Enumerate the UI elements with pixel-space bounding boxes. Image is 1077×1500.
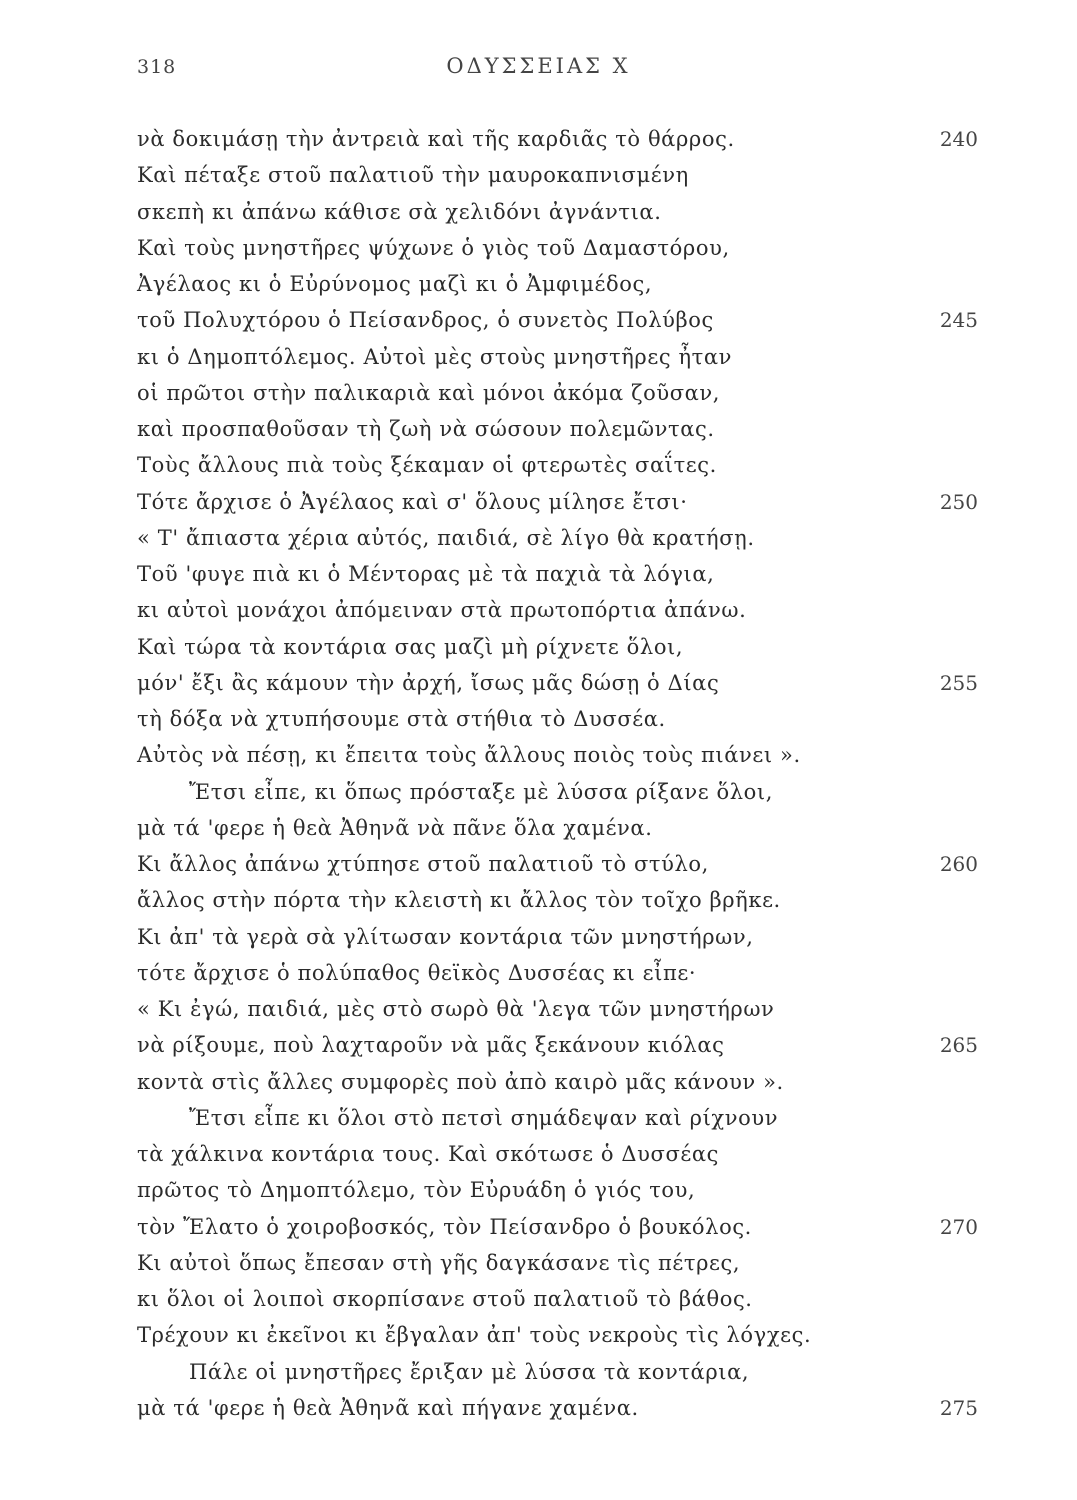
verse-line bbox=[0, 157, 1077, 193]
verse-line bbox=[0, 121, 1077, 157]
verse-text: Πάλε οἱ μνηστῆρες ἔριξαν μὲ λύσσα τὰ κοντάρια, bbox=[189, 1359, 750, 1384]
verse-text: Καὶ πέταξε στοῦ παλατιοῦ τὴν μαυροκαπνισμένη bbox=[137, 163, 689, 188]
verse-line bbox=[0, 1281, 1077, 1317]
verse-line bbox=[0, 1100, 1077, 1136]
verse-text: μὰ τά 'φερε ἡ θεὰ Ἀθηνᾶ καὶ πήγανε χαμένα. bbox=[137, 1395, 639, 1420]
verse-text: Ἔτσι εἶπε, κι ὅπως πρόσταξε μὲ λύσσα ρίξανε ὅλοι, bbox=[189, 779, 774, 804]
line-number: 275 bbox=[939, 1395, 978, 1420]
verse-text: νὰ ρίξουμε, ποὺ λαχταροῦν νὰ μᾶς ξεκάνουν κιόλας bbox=[137, 1033, 725, 1058]
verse-line bbox=[0, 810, 1077, 846]
verse-text: Κι ἀπ' τὰ γερὰ σὰ γλίτωσαν κοντάρια τῶν μνηστήρων, bbox=[137, 924, 754, 949]
verse-line bbox=[0, 339, 1077, 375]
line-number: 270 bbox=[939, 1214, 978, 1239]
verse-text: κι ὅλοι οἱ λοιποὶ σκορπίσανε στοῦ παλατιοῦ τὸ βάθος. bbox=[137, 1287, 753, 1311]
verse-text: Τοῦ 'φυγε πιὰ κι ὁ Μέντορας μὲ τὰ παχιὰ τὰ λόγια, bbox=[137, 562, 715, 586]
verse-text: νὰ δοκιμάσῃ τὴν ἀντρειὰ καὶ τῆς καρδιᾶς τὸ θάρρος. bbox=[137, 127, 735, 151]
line-number: 260 bbox=[939, 852, 978, 876]
verse-text: σκεπὴ κι ἀπάνω κάθισε σὰ χελιδόνι ἀγνάντια. bbox=[137, 199, 662, 224]
verse-line bbox=[0, 737, 1077, 773]
verse-text: ἄλλος στὴν πόρτα τὴν κλειστὴ κι ἄλλος τὸν τοῖχο βρῆκε. bbox=[137, 888, 781, 913]
verse-text: « Κι ἐγώ, παιδιά, μὲς στὸ σωρὸ θὰ 'λεγα τῶν μνηστήρων bbox=[137, 997, 775, 1021]
verse-text: κι αὐτοὶ μονάχοι ἀπόμειναν στὰ πρωτοπόρτια ἀπάνω. bbox=[137, 598, 747, 623]
verse-line bbox=[0, 774, 1077, 810]
verse-line bbox=[0, 302, 1077, 338]
verse-text: Αὐτὸς νὰ πέσῃ, κι ἔπειτα τοὺς ἄλλους ποιὸς τοὺς πιάνει ». bbox=[137, 743, 801, 768]
verse-text: Τρέχουν κι ἐκεῖνοι κι ἔβγαλαν ἀπ' τοὺς νεκροὺς τὶς λόγχες. bbox=[137, 1323, 812, 1348]
verse-text: κοντὰ στὶς ἄλλες συμφορὲς ποὺ ἀπὸ καιρὸ μᾶς κάνουν ». bbox=[137, 1069, 784, 1094]
verse-text: καὶ προσπαθοῦσαν τὴ ζωὴ νὰ σώσουν πολεμῶντας. bbox=[137, 417, 715, 441]
verse-line bbox=[0, 1317, 1077, 1353]
verse-line bbox=[0, 882, 1077, 918]
verse-line bbox=[0, 556, 1077, 592]
verse-text: μόν' ἔξι ἂς κάμουν τὴν ἀρχή, ἴσως μᾶς δώσῃ ὁ Δίας bbox=[137, 670, 720, 695]
verse-text: Τότε ἄρχισε ὁ Ἀγέλαος καὶ σ' ὅλους μίλησε ἔτσι· bbox=[137, 489, 688, 514]
verse-line bbox=[0, 447, 1077, 483]
running-title: ΟΔΥΣΣΕΙΑΣ Χ bbox=[446, 54, 631, 78]
verse-text: Καὶ τώρα τὰ κοντάρια σας μαζὶ μὴ ρίχνετε ὅλοι, bbox=[137, 634, 684, 659]
verse-line bbox=[0, 375, 1077, 411]
line-number: 240 bbox=[939, 127, 978, 151]
verse-text: οἱ πρῶτοι στὴν παλικαριὰ καὶ μόνοι ἀκόμα ζοῦσαν, bbox=[137, 380, 721, 405]
verse-line bbox=[0, 991, 1077, 1027]
verse-text: Κι ἄλλος ἀπάνω χτύπησε στοῦ παλατιοῦ τὸ στύλο, bbox=[137, 852, 709, 876]
verse-line bbox=[0, 592, 1077, 628]
line-number: 250 bbox=[939, 489, 978, 514]
verse-line bbox=[0, 520, 1077, 556]
verse-line bbox=[0, 266, 1077, 302]
verse-text: πρῶτος τὸ Δημοπτόλεμο, τὸν Εὐρυάδη ὁ γιός του, bbox=[137, 1178, 696, 1203]
line-number: 265 bbox=[939, 1033, 978, 1058]
verse-line bbox=[0, 1209, 1077, 1245]
verse-line bbox=[0, 1064, 1077, 1100]
verse-text: « Τ' ἄπιαστα χέρια αὐτός, παιδιά, σὲ λίγο θὰ κρατήσῃ. bbox=[137, 525, 755, 550]
verse-line bbox=[0, 194, 1077, 230]
verse-text: Ἀγέλαος κι ὁ Εὐρύνομος μαζὶ κι ὁ Ἀμφιμέδος, bbox=[137, 272, 653, 296]
verse-text: τότε ἄρχισε ὁ πολύπαθος θεϊκὸς Δυσσέας κι εἶπε· bbox=[137, 960, 697, 985]
verse-line bbox=[0, 665, 1077, 701]
verse-line bbox=[0, 955, 1077, 991]
verse-line bbox=[0, 701, 1077, 737]
verse-line bbox=[0, 1354, 1077, 1390]
verse-text: τὴ δόξα νὰ χτυπήσουμε στὰ στήθια τὸ Δυσσέα. bbox=[137, 707, 666, 731]
line-number: 245 bbox=[939, 308, 978, 333]
verse-text: Ἔτσι εἶπε κι ὅλοι στὸ πετσὶ σημάδεψαν καὶ ρίχνουν bbox=[189, 1105, 779, 1130]
verse-text: τὸν Ἔλατο ὁ χοιροβοσκός, τὸν Πείσανδρο ὁ βουκόλος. bbox=[137, 1214, 752, 1239]
verse-line bbox=[0, 919, 1077, 955]
verse-text: Τοὺς ἄλλους πιὰ τοὺς ξέκαμαν οἱ φτερωτὲς σαΐτες. bbox=[137, 453, 717, 478]
verse-text: μὰ τά 'φερε ἡ θεὰ Ἀθηνᾶ νὰ πᾶνε ὅλα χαμένα. bbox=[137, 815, 653, 840]
verse-text: τὰ χάλκινα κοντάρια τους. Καὶ σκότωσε ὁ Δυσσέας bbox=[137, 1142, 720, 1166]
verse-line bbox=[0, 411, 1077, 447]
verse-line bbox=[0, 629, 1077, 665]
page-number: 318 bbox=[137, 56, 177, 78]
verse-text: κι ὁ Δημοπτόλεμος. Αὐτοὶ μὲς στοὺς μνηστῆρες ἦταν bbox=[137, 344, 733, 369]
verse-text: Κι αὐτοὶ ὅπως ἔπεσαν στὴ γῆς δαγκάσανε τὶς πέτρες, bbox=[137, 1250, 741, 1275]
verse-line bbox=[0, 1136, 1077, 1172]
verse-line bbox=[0, 1390, 1077, 1426]
verse-line bbox=[0, 1172, 1077, 1208]
verse-line bbox=[0, 846, 1077, 882]
verse-line bbox=[0, 1245, 1077, 1281]
poem-body bbox=[0, 121, 1077, 1426]
verse-line bbox=[0, 484, 1077, 520]
verse-text: Καὶ τοὺς μνηστῆρες ψύχωνε ὁ γιὸς τοῦ Δαμαστόρου, bbox=[137, 235, 730, 260]
verse-text: τοῦ Πολυχτόρου ὁ Πείσανδρος, ὁ συνετὸς Πολύβος bbox=[137, 308, 714, 333]
verse-line bbox=[0, 230, 1077, 266]
line-number: 255 bbox=[939, 670, 978, 695]
verse-line bbox=[0, 1027, 1077, 1063]
